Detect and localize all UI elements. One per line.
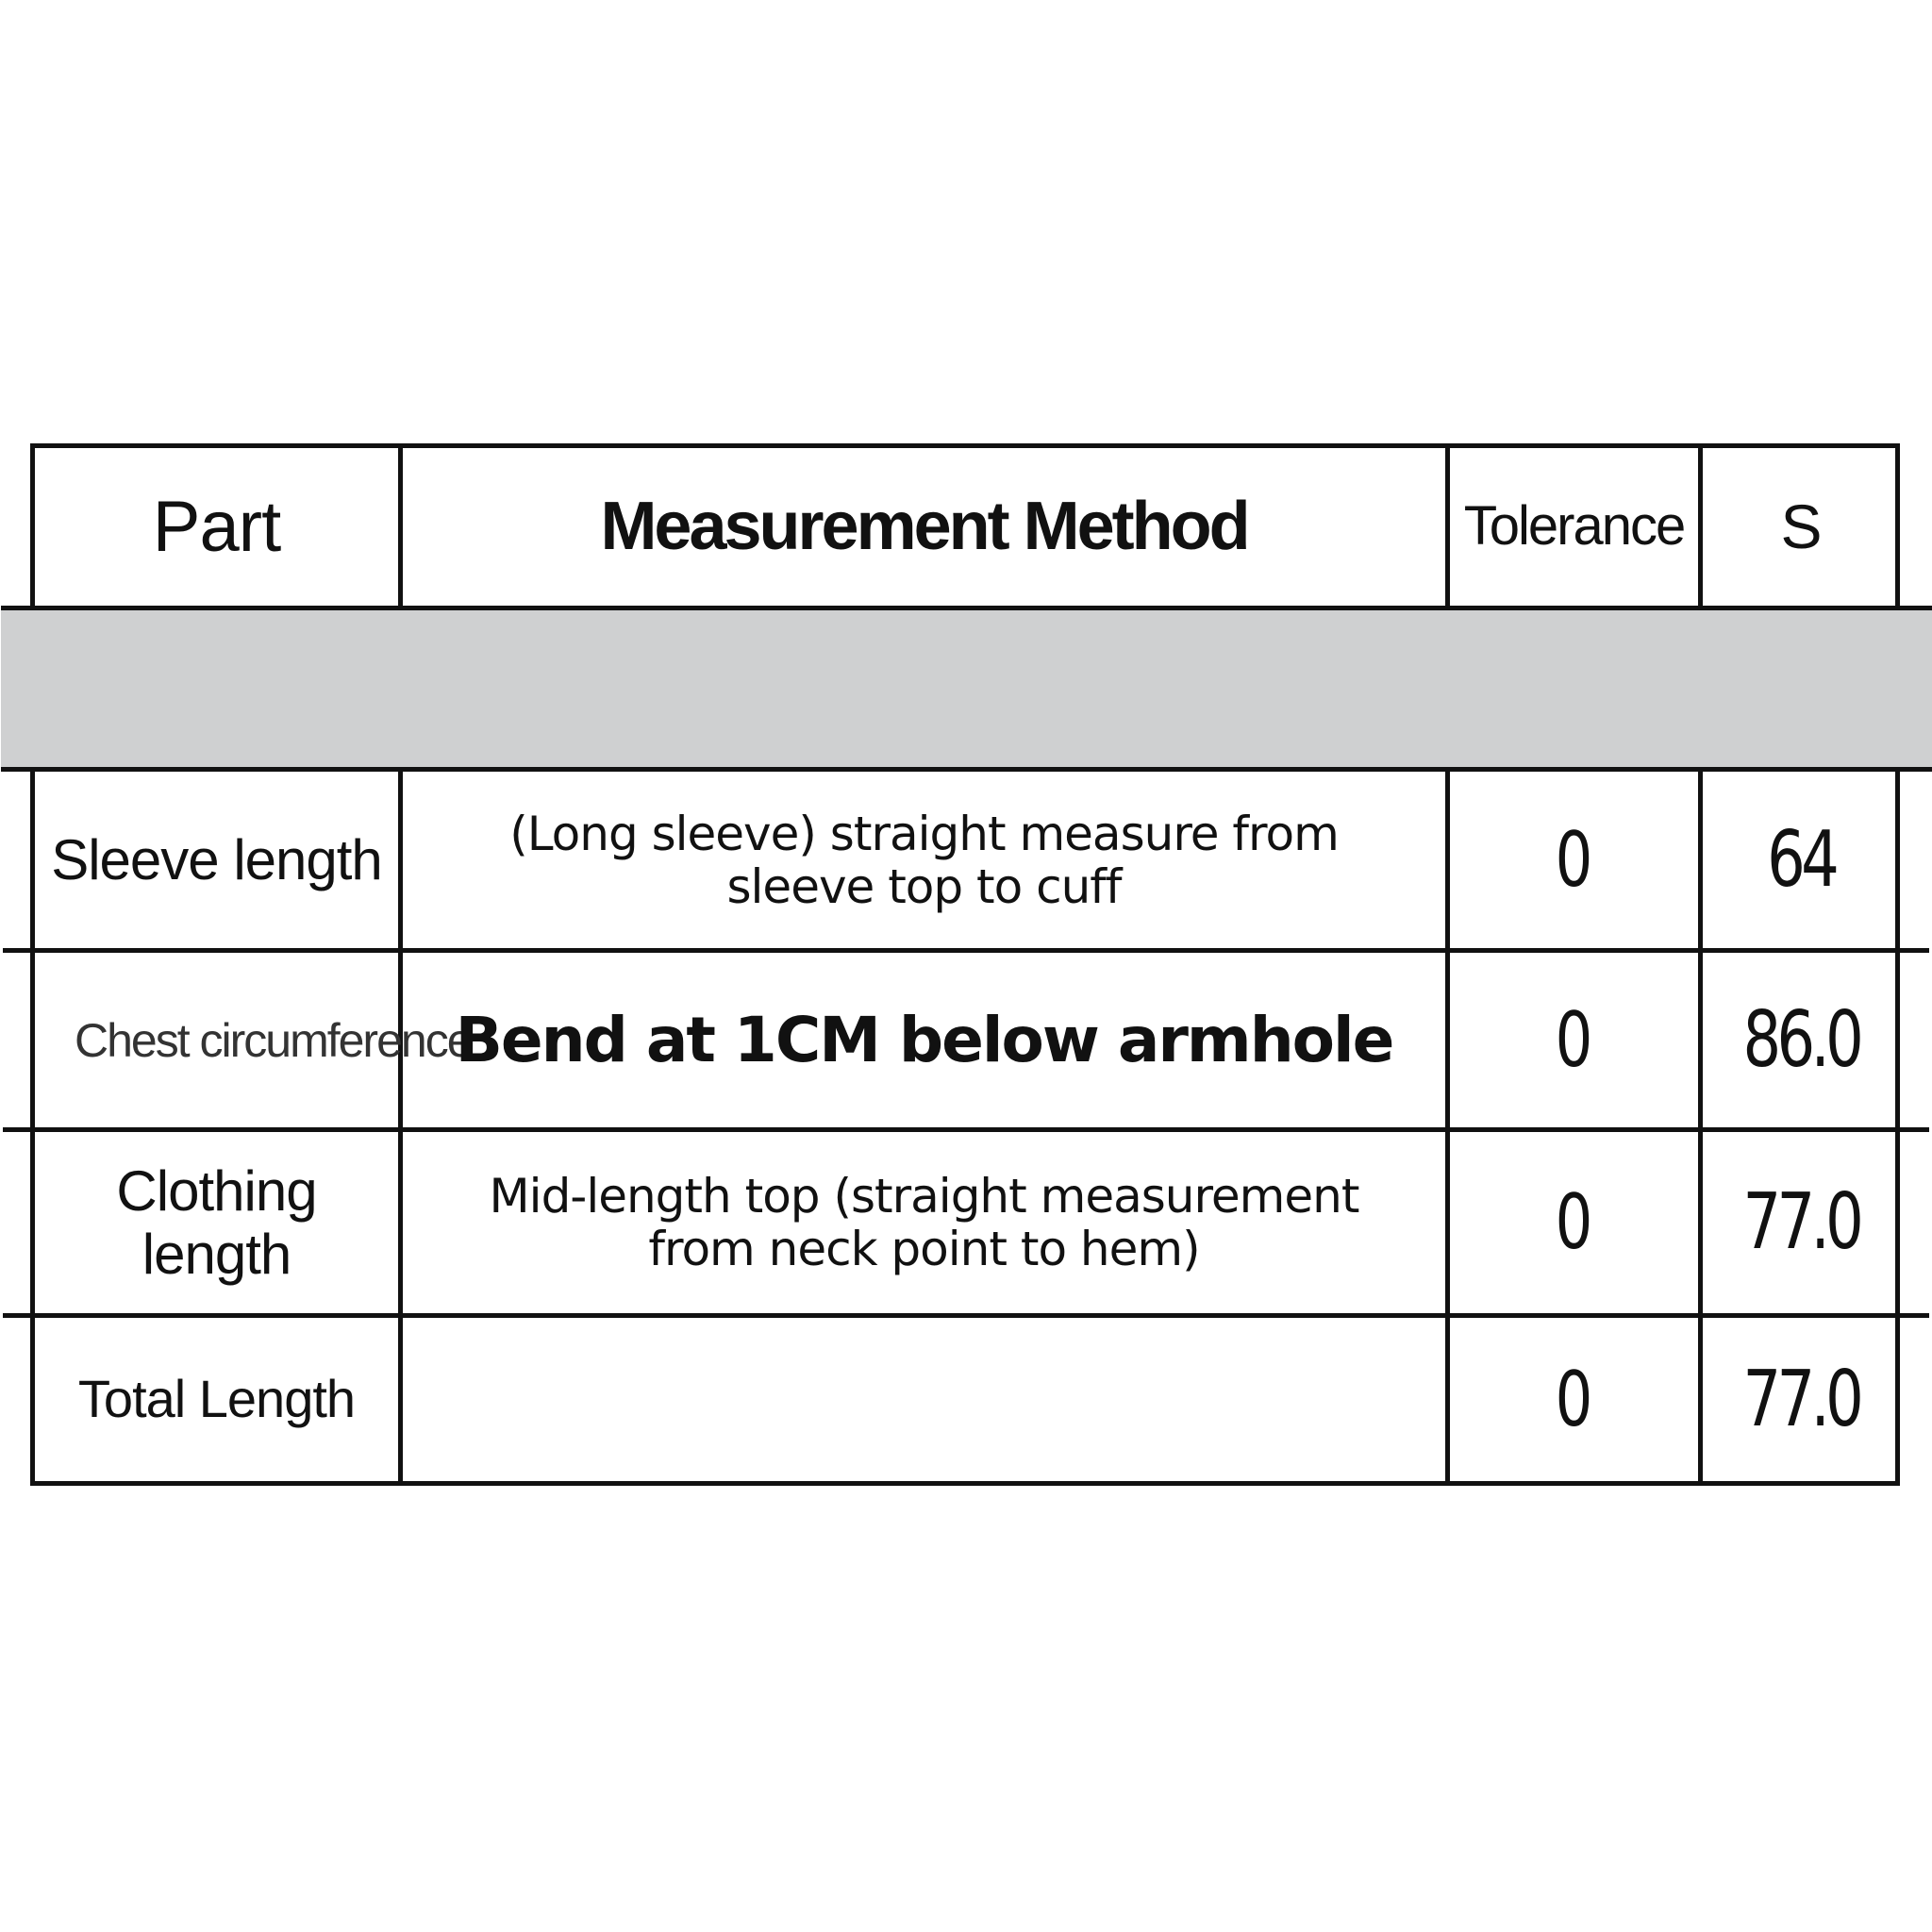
row-divider-extension: [1895, 948, 1929, 953]
grey-separator-band: [1, 606, 1932, 772]
row-tolerance: [1450, 1318, 1703, 1481]
row-part: Clothing length: [35, 1132, 403, 1313]
row-divider-extension: [3, 1127, 35, 1132]
table-row: [35, 772, 1895, 953]
row-method: Bend at 1CM below armhole: [403, 953, 1450, 1127]
header-part: Part: [35, 448, 403, 606]
row-size-s: [1703, 953, 1900, 1127]
row-divider-extension: [1895, 1127, 1929, 1132]
row-divider-extension: [3, 1313, 35, 1318]
row-size-s: [1703, 772, 1900, 948]
size-chart-table: [30, 443, 1900, 1486]
header-size-s: S: [1780, 491, 1823, 561]
row-tolerance: [1450, 1132, 1703, 1313]
row-tolerance: [1450, 772, 1703, 948]
row-part: Chest circumference: [35, 953, 403, 1127]
table-header-row: [35, 448, 1895, 606]
row-part: Total Length: [35, 1318, 403, 1481]
table-row: [35, 1132, 1895, 1318]
row-size-s-value: 64: [1767, 814, 1836, 905]
row-size-s-value: 77.0: [1742, 1354, 1860, 1444]
table-row: [35, 953, 1895, 1132]
row-method: Mid-length top (straight measurement from neck point to hem): [403, 1132, 1450, 1313]
row-part: Sleeve length: [35, 772, 403, 948]
row-tolerance-value: 0: [1555, 995, 1593, 1084]
row-tolerance-value: 0: [1555, 1178, 1593, 1267]
row-method: (Long sleeve) straight measure from sleeve top to cuff: [403, 772, 1450, 948]
table-row: [35, 1318, 1895, 1481]
row-divider-extension: [3, 948, 35, 953]
row-tolerance-value: 0: [1555, 1355, 1593, 1443]
row-size-s-value: 77.0: [1742, 1177, 1860, 1268]
row-size-s-value: 86.0: [1742, 994, 1860, 1085]
row-size-s: [1703, 1132, 1900, 1313]
row-tolerance: [1450, 953, 1703, 1127]
header-measurement-method: Measurement Method: [403, 448, 1450, 606]
row-size-s: [1703, 1318, 1900, 1481]
row-tolerance-value: 0: [1555, 815, 1593, 904]
row-method: [403, 1318, 1450, 1481]
row-divider-extension: [1895, 1313, 1929, 1318]
header-tolerance: Tolerance: [1450, 448, 1703, 606]
